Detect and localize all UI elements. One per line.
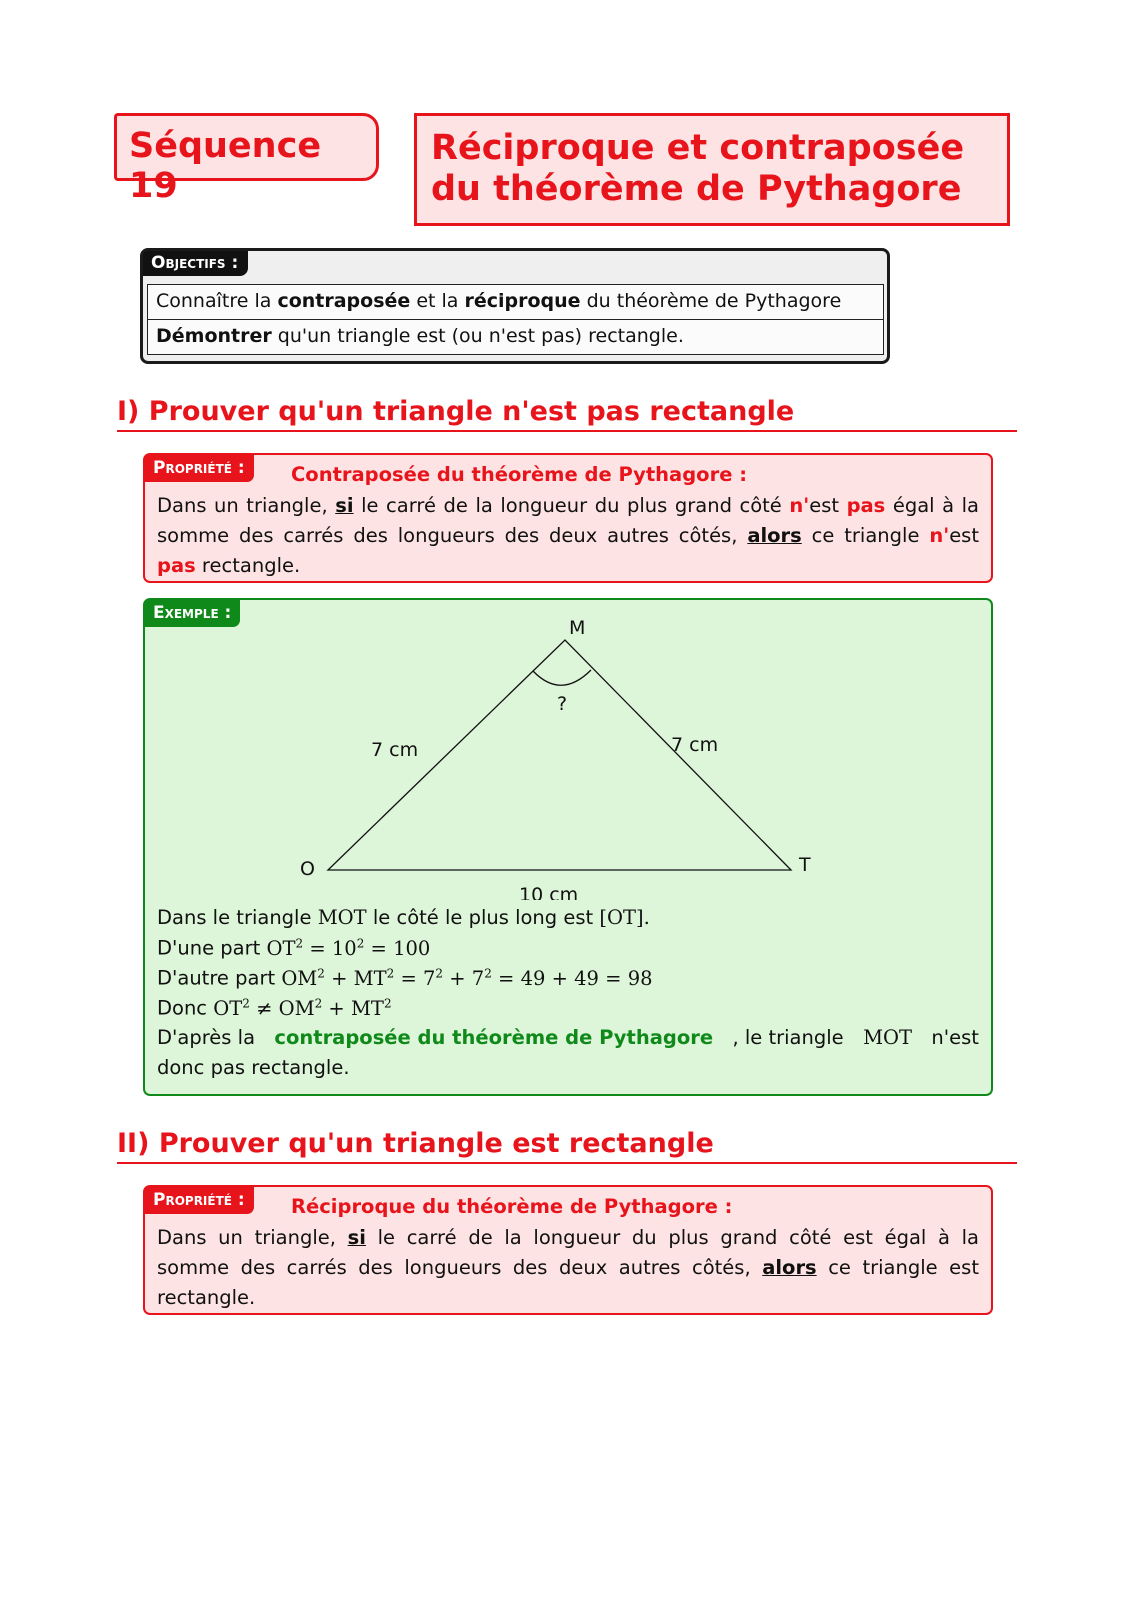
property-2-line-2: somme des carrés des longueurs des deux autres côtés, alors ce triangle est <box>157 1256 979 1279</box>
side-om-label: 7 cm <box>371 739 419 761</box>
example-line-6: donc pas rectangle. <box>157 1056 350 1079</box>
example-box <box>143 598 993 1096</box>
property-2-line-3: rectangle. <box>157 1286 256 1309</box>
property-line-2: somme des carrés des longueurs des deux autres côtés, alors ce triangle n'est <box>157 524 979 547</box>
title-box <box>414 113 1010 226</box>
objective-2-text: qu'un triangle est (ou n'est pas) rectangle. <box>271 325 684 347</box>
objective-1-bold-contraposee: contraposée <box>277 290 411 312</box>
title-line-2: du théorème de Pythagore <box>431 169 962 209</box>
example-line-4: Donc $OT^2 \ne OM^2 + MT^2$ <box>157 996 392 1020</box>
section-2-rule <box>117 1162 1017 1164</box>
vertex-o-label: O <box>300 858 315 880</box>
property-tag: Propriété : <box>145 455 254 482</box>
property-text <box>157 491 979 581</box>
objective-2-bold: Démontrer <box>156 325 272 347</box>
objective-row-1 <box>147 284 884 320</box>
objective-1-text-a: Connaître la <box>156 290 278 312</box>
sequence-box <box>114 113 379 206</box>
triangle-figure <box>145 600 990 900</box>
property-reciproque <box>143 1185 993 1315</box>
title-line-1: Réciproque et contraposée <box>431 128 965 168</box>
objective-1-text-c: et la <box>410 290 465 312</box>
example-tag: Exemple : <box>145 600 240 627</box>
vertex-t-label: T <box>799 854 811 876</box>
example-line-1: Dans le triangle MOT le côté le plus long est [OT]. <box>157 906 650 929</box>
objective-1-text-e: du théorème de Pythagore <box>580 290 842 312</box>
property-2-title: Réciproque du théorème de Pythagore : <box>291 1195 733 1218</box>
property-title: Contraposée du théorème de Pythagore : <box>291 463 748 486</box>
sequence-label: Séquence 19 <box>129 126 322 206</box>
property-2-line-1: Dans un triangle, si le carré de la longueur du plus grand côté est égal à la <box>157 1226 979 1249</box>
property-line-3: pas rectangle. <box>157 554 301 577</box>
side-mt-label: 7 cm <box>671 734 719 756</box>
property-2-tag: Propriété : <box>145 1187 254 1214</box>
vertex-m-label: M <box>569 617 586 639</box>
example-line-5: D'après la contraposée du théorème de Pythagore , le triangle MOT n'est <box>157 1026 979 1049</box>
example-line-3: D'autre part $OM^2 + MT^2 = 7^2 + 7^2 = 49 + 49 = 98$ <box>157 966 653 990</box>
example-line-2: D'une part $OT^2 = 10^2 = 100$ <box>157 936 431 960</box>
angle-arc <box>533 670 591 685</box>
objective-row-2 <box>147 319 884 355</box>
property-2-text <box>157 1223 979 1313</box>
section-2-heading: II) Prouver qu'un triangle est rectangle <box>117 1128 714 1159</box>
side-ot-label: 10 cm <box>519 884 579 900</box>
section-1-heading: I) Prouver qu'un triangle n'est pas rectangle <box>117 396 795 427</box>
section-1-rule <box>117 430 1017 432</box>
angle-question-label: ? <box>557 693 568 715</box>
objectives-box <box>140 248 890 364</box>
objective-1-bold-reciproque: réciproque <box>464 290 581 312</box>
property-line-1: Dans un triangle, si le carré de la longueur du plus grand côté n'est pas égal à la <box>157 494 979 517</box>
property-contraposee <box>143 453 993 583</box>
objectives-tag: Objectifs : <box>143 251 248 276</box>
